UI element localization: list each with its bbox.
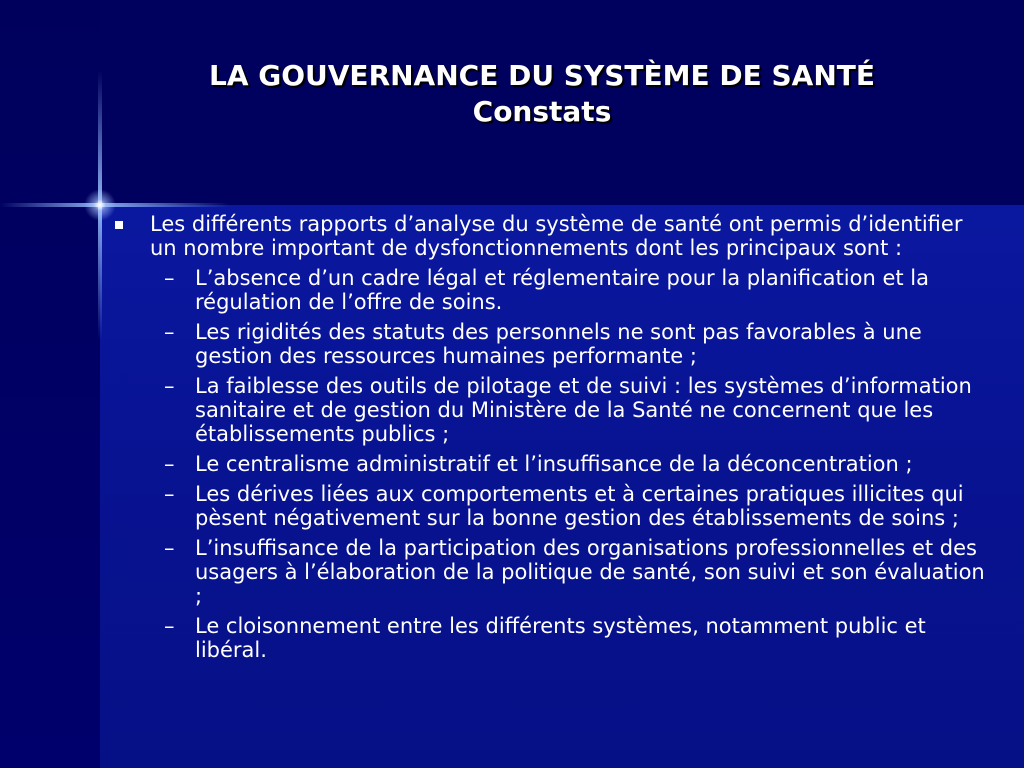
title-line-1: LA GOUVERNANCE DU SYSTÈME DE SANTÉ [208, 59, 875, 92]
title-line-2: Constats [472, 95, 612, 128]
main-bullet-text: Les différents rapports d’analyse du système de santé ont permis d’identifier un nombre important de dysfonctionnements dont les principaux sont : [150, 212, 963, 260]
sub-bullet-text: L’absence d’un cadre légal et réglementaire pour la planification et la régulation de l’offre de soins. [195, 266, 929, 314]
sub-bullet-text: La faiblesse des outils de pilotage et de suivi : les systèmes d’information sanitaire et de gestion du Ministère de la Santé ne concernent que les établissements publics ; [195, 374, 972, 446]
sub-bullet-item [110, 374, 990, 446]
sub-bullet-text: Le cloisonnement entre les différents systèmes, notamment public et libéral. [195, 614, 926, 662]
sub-bullet-list [110, 266, 990, 662]
sub-bullet-text: Les dérives liées aux comportements et à certaines pratiques illicites qui pèsent négativement sur la bonne gestion des établissements de soins ; [195, 482, 964, 530]
dash-marker: – [164, 614, 175, 638]
square-bullet-icon [115, 221, 123, 229]
slide-content [110, 212, 990, 668]
dash-marker: – [164, 482, 175, 506]
sub-bullet-text: L’insuffisance de la participation des organisations professionnelles et des usagers à l’élaboration de la politique de santé, son suivi et son évaluation ; [195, 536, 985, 608]
dash-marker: – [164, 374, 175, 398]
sub-bullet-text: Les rigidités des statuts des personnels ne sont pas favorables à une gestion des ressources humaines performante ; [195, 320, 922, 368]
sub-bullet-item [110, 482, 990, 530]
main-bullet [110, 212, 990, 260]
sub-bullet-item [110, 452, 990, 476]
left-band [0, 0, 100, 768]
dash-marker: – [164, 536, 175, 560]
sub-bullet-text: Le centralisme administratif et l’insuffisance de la déconcentration ; [195, 452, 913, 476]
sub-bullet-item [110, 320, 990, 368]
dash-marker: – [164, 266, 175, 290]
sub-bullet-item [110, 266, 990, 314]
sub-bullet-item [110, 614, 990, 662]
sub-bullet-item [110, 536, 990, 608]
slide-title [100, 58, 984, 130]
dash-marker: – [164, 320, 175, 344]
dash-marker: – [164, 452, 175, 476]
